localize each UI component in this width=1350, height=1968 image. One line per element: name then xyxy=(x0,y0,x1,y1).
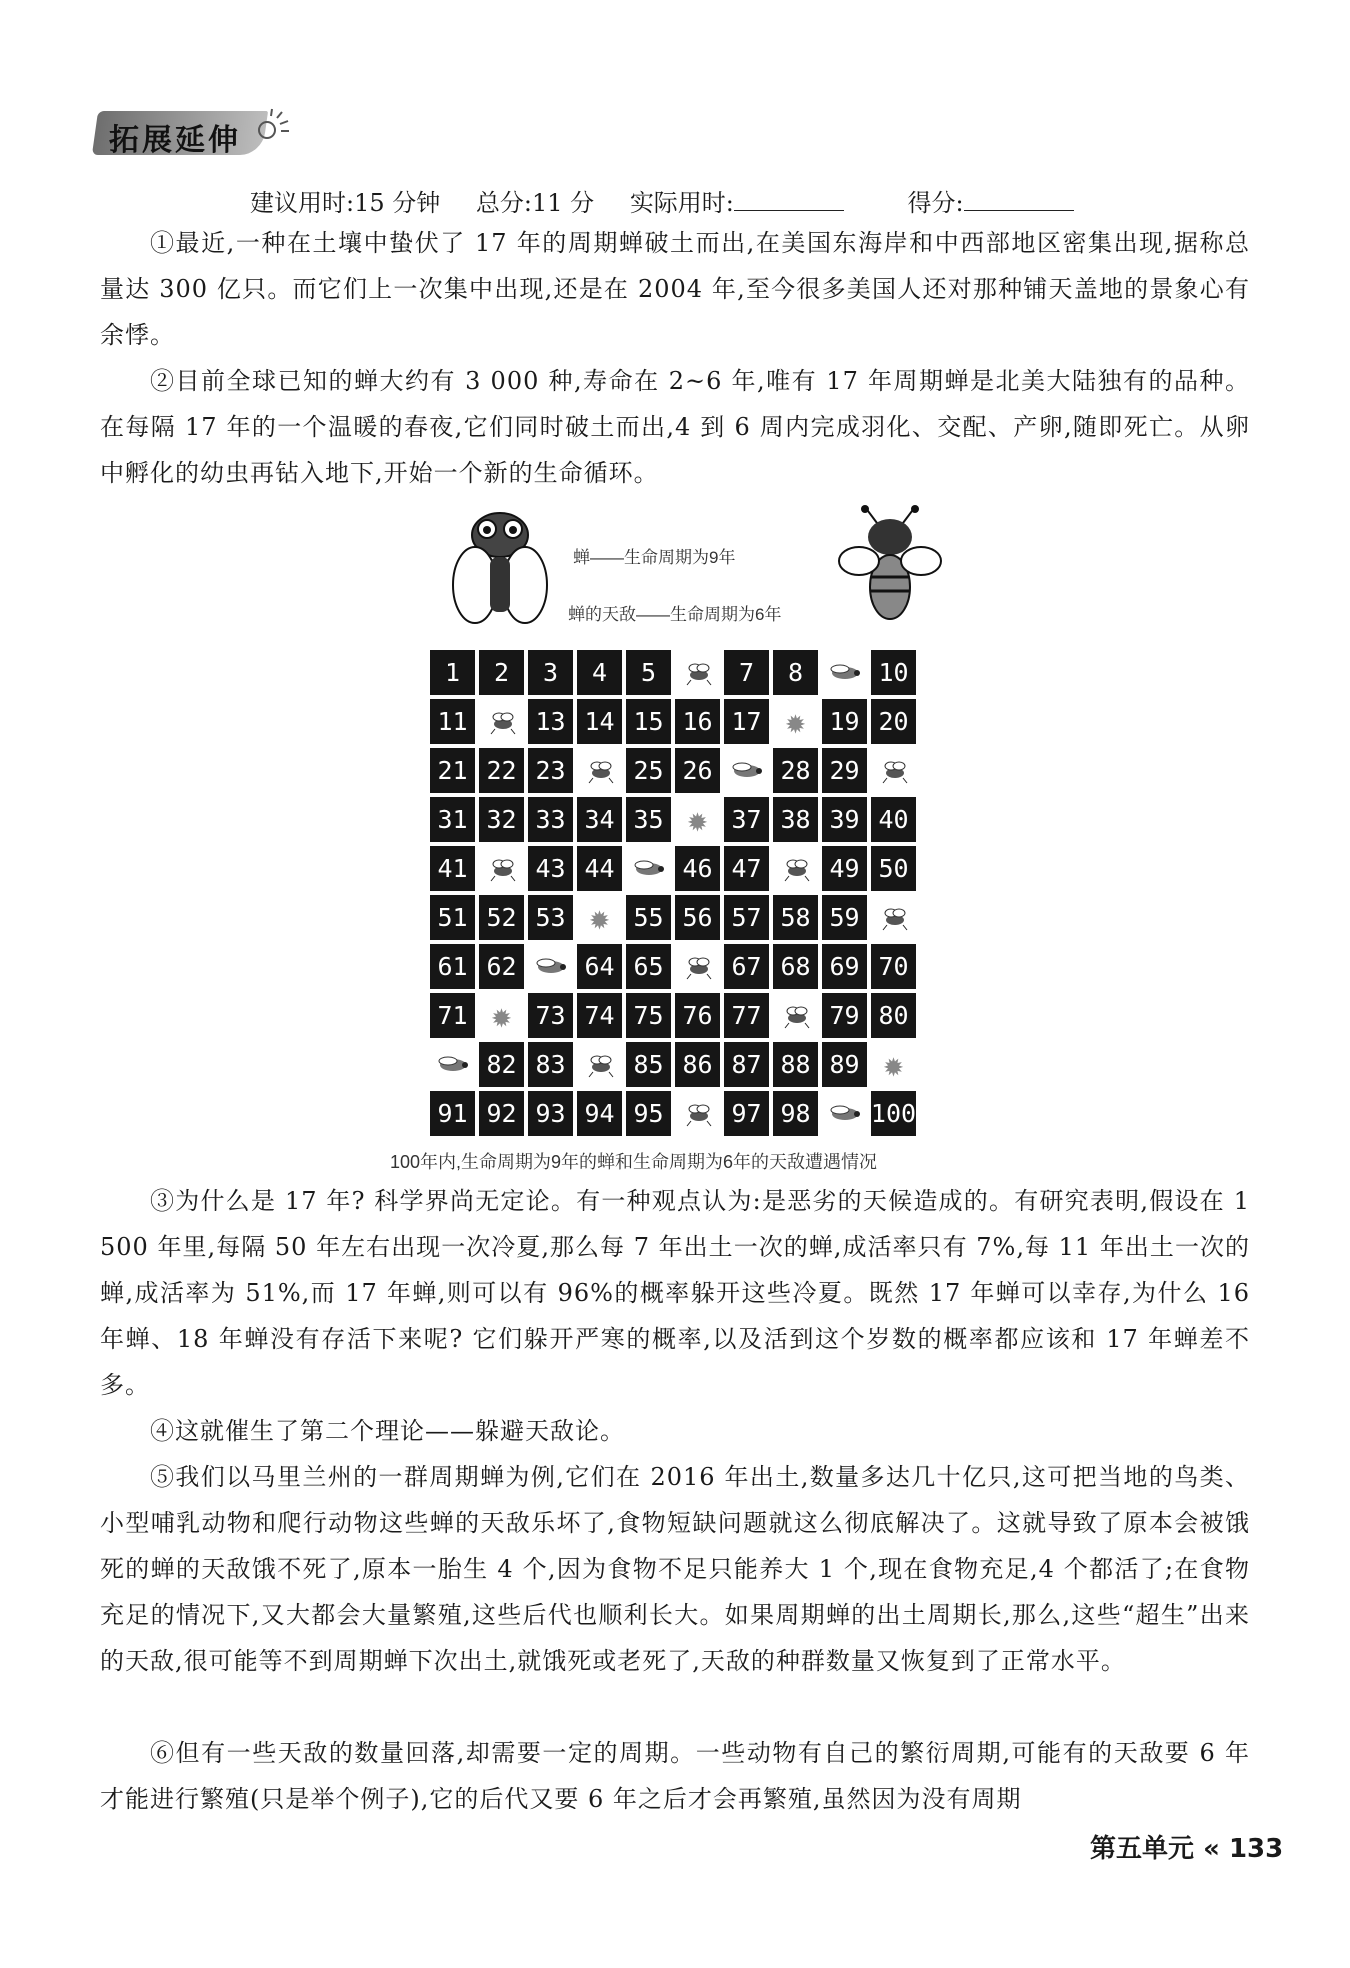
year-cell: 1 xyxy=(430,650,475,695)
cicada-label: 蝉——生命周期为9年 xyxy=(573,548,736,567)
year-cell: 71 xyxy=(430,993,475,1038)
enemy-illustration xyxy=(835,505,945,625)
year-cell: 39 xyxy=(822,797,867,842)
cicada-year-cell xyxy=(822,650,867,695)
cicada-icon xyxy=(632,858,666,880)
year-cell: 61 xyxy=(430,944,475,989)
year-cell: 13 xyxy=(528,699,573,744)
year-cell: 11 xyxy=(430,699,475,744)
year-cell: 51 xyxy=(430,895,475,940)
enemy-icon xyxy=(779,856,813,882)
year-cell: 5 xyxy=(626,650,671,695)
cicada-icon xyxy=(534,956,568,978)
year-cell: 32 xyxy=(479,797,524,842)
year-cell: 67 xyxy=(724,944,769,989)
year-cell: 37 xyxy=(724,797,769,842)
enemy-icon xyxy=(877,905,911,931)
cicada-icon xyxy=(828,662,862,684)
year-cell: 50 xyxy=(871,846,916,891)
encounter-year-cell xyxy=(577,895,622,940)
year-cell: 65 xyxy=(626,944,671,989)
year-cell: 55 xyxy=(626,895,671,940)
year-cell: 20 xyxy=(871,699,916,744)
enemy-year-cell xyxy=(871,748,916,793)
year-cell: 82 xyxy=(479,1042,524,1087)
year-cell: 26 xyxy=(675,748,720,793)
year-cell: 75 xyxy=(626,993,671,1038)
cicada-year-cell xyxy=(626,846,671,891)
burst-icon: ✹ xyxy=(883,1044,904,1085)
year-cell: 16 xyxy=(675,699,720,744)
paragraph-6: ⑥但有一些天敌的数量回落,却需要一定的周期。一些动物有自己的繁衍周期,可能有的天敌要 6 年才能进行繁殖(只是举个例子),它的后代又要 6 年之后才会再繁殖,虽然因为没有周期 xyxy=(100,1739,1250,1813)
section-title: 拓展延伸 xyxy=(109,123,241,158)
year-cell: 25 xyxy=(626,748,671,793)
enemy-year-cell xyxy=(773,846,818,891)
year-cell: 92 xyxy=(479,1091,524,1136)
enemy-icon xyxy=(485,856,519,882)
score-label: 得分: xyxy=(907,189,964,217)
cicada-year-cell xyxy=(822,1091,867,1136)
burst-icon: ✹ xyxy=(589,897,610,938)
sun-icon xyxy=(255,108,295,148)
enemy-icon xyxy=(681,954,715,980)
year-cell: 33 xyxy=(528,797,573,842)
year-cell: 34 xyxy=(577,797,622,842)
year-cell: 62 xyxy=(479,944,524,989)
year-cell: 79 xyxy=(822,993,867,1038)
encounter-year-cell xyxy=(675,797,720,842)
year-cell: 89 xyxy=(822,1042,867,1087)
total-score: 总分:11 分 xyxy=(475,189,595,217)
cicada-icon xyxy=(436,1054,470,1076)
year-cell: 76 xyxy=(675,993,720,1038)
encounter-year-cell xyxy=(871,1042,916,1087)
enemy-year-cell xyxy=(577,1042,622,1087)
year-cell: 49 xyxy=(822,846,867,891)
year-cell: 52 xyxy=(479,895,524,940)
year-cell: 77 xyxy=(724,993,769,1038)
figure-caption: 100年内,生命周期为9年的蝉和生命周期为6年的天敌遭遇情况 xyxy=(390,1152,878,1172)
paragraph-3: ③为什么是 17 年? 科学界尚无定论。有一种观点认为:是恶劣的天候造成的。有研究表明,假设在 1 500 年里,每隔 50 年左右出现一次冷夏,那么每 7 年出土一次的蝉,成活率只有 7%,每 11 年出土一次的蝉,成活率为 51%,而 17 年蝉,则可以有 96%的概率躲开这些冷夏。既然 17 年蝉可以幸存,为什么 16 年蝉、18 年蝉没有存活下来呢? 它们躲开严寒的概率,以及活到这个岁数的概率都应该和 17 年蝉差不多。 xyxy=(100,1187,1250,1399)
year-cell: 21 xyxy=(430,748,475,793)
encounter-year-cell xyxy=(773,699,818,744)
year-cell: 56 xyxy=(675,895,720,940)
year-cell: 46 xyxy=(675,846,720,891)
enemy-icon xyxy=(877,758,911,784)
year-cell: 29 xyxy=(822,748,867,793)
year-cell: 31 xyxy=(430,797,475,842)
enemy-year-cell xyxy=(675,944,720,989)
year-cell: 95 xyxy=(626,1091,671,1136)
cicada-year-cell xyxy=(430,1042,475,1087)
year-cell: 64 xyxy=(577,944,622,989)
year-cell: 70 xyxy=(871,944,916,989)
year-cell: 2 xyxy=(479,650,524,695)
section-banner xyxy=(95,107,280,159)
enemy-label: 蝉的天敌——生命周期为6年 xyxy=(568,605,782,624)
year-cell: 7 xyxy=(724,650,769,695)
year-cell: 80 xyxy=(871,993,916,1038)
year-cell: 40 xyxy=(871,797,916,842)
year-cell: 83 xyxy=(528,1042,573,1087)
enemy-year-cell xyxy=(479,699,524,744)
year-cell: 23 xyxy=(528,748,573,793)
year-cell: 59 xyxy=(822,895,867,940)
exercise-meta xyxy=(250,183,1130,218)
year-cell: 100 xyxy=(871,1091,916,1136)
paragraph-4: ④这就催生了第二个理论——躲避天敌论。 xyxy=(150,1417,625,1445)
year-cell: 73 xyxy=(528,993,573,1038)
paragraph-1: ①最近,一种在土壤中蛰伏了 17 年的周期蝉破土而出,在美国东海岸和中西部地区密集出现,据称总量达 300 亿只。而它们上一次集中出现,还是在 2004 年,至今很多美国人还对那种铺天盖地的景象心有余悸。 xyxy=(100,229,1250,349)
year-cell: 3 xyxy=(528,650,573,695)
enemy-icon xyxy=(681,660,715,686)
year-cell: 98 xyxy=(773,1091,818,1136)
suggested-time: 建议用时:15 分钟 xyxy=(250,189,441,217)
year-cell: 88 xyxy=(773,1042,818,1087)
year-cell: 57 xyxy=(724,895,769,940)
year-cell: 44 xyxy=(577,846,622,891)
year-cell: 28 xyxy=(773,748,818,793)
enemy-icon xyxy=(485,709,519,735)
cicada-illustration xyxy=(445,505,555,625)
enemy-year-cell xyxy=(773,993,818,1038)
year-cell: 47 xyxy=(724,846,769,891)
enemy-year-cell xyxy=(479,846,524,891)
cicada-year-cell xyxy=(528,944,573,989)
actual-time-blank xyxy=(734,188,844,211)
enemy-year-cell xyxy=(871,895,916,940)
year-cell: 68 xyxy=(773,944,818,989)
year-cell: 14 xyxy=(577,699,622,744)
year-cell: 86 xyxy=(675,1042,720,1087)
cicada-year-cell xyxy=(724,748,769,793)
year-cell: 85 xyxy=(626,1042,671,1087)
paragraph-2: ②目前全球已知的蝉大约有 3 000 种,寿命在 2~6 年,唯有 17 年周期蝉是北美大陆独有的品种。在每隔 17 年的一个温暖的春夜,它们同时破土而出,4 到 6 周内完成羽化、交配、产卵,随即死亡。从卵中孵化的幼虫再钻入地下,开始一个新的生命循环。 xyxy=(100,367,1250,487)
cycle-grid xyxy=(428,648,918,1138)
actual-time-field xyxy=(630,189,872,217)
enemy-icon xyxy=(779,1003,813,1029)
score-blank xyxy=(964,188,1074,211)
page-footer xyxy=(1090,1828,1283,1865)
year-cell: 15 xyxy=(626,699,671,744)
year-cell: 97 xyxy=(724,1091,769,1136)
year-cell: 74 xyxy=(577,993,622,1038)
chevron-left-icon: « xyxy=(1203,1834,1220,1864)
enemy-year-cell xyxy=(675,650,720,695)
year-cell: 93 xyxy=(528,1091,573,1136)
enemy-year-cell xyxy=(577,748,622,793)
year-cell: 91 xyxy=(430,1091,475,1136)
enemy-icon xyxy=(681,1101,715,1127)
unit-label: 第五单元 xyxy=(1090,1834,1195,1864)
year-cell: 94 xyxy=(577,1091,622,1136)
year-cell: 38 xyxy=(773,797,818,842)
year-cell: 4 xyxy=(577,650,622,695)
burst-icon: ✹ xyxy=(785,701,806,742)
year-cell: 19 xyxy=(822,699,867,744)
enemy-icon xyxy=(583,1052,617,1078)
enemy-year-cell xyxy=(675,1091,720,1136)
burst-icon: ✹ xyxy=(687,799,708,840)
year-cell: 53 xyxy=(528,895,573,940)
burst-icon: ✹ xyxy=(491,995,512,1036)
year-cell: 22 xyxy=(479,748,524,793)
year-cell: 8 xyxy=(773,650,818,695)
year-cell: 17 xyxy=(724,699,769,744)
year-cell: 58 xyxy=(773,895,818,940)
cicada-icon xyxy=(730,760,764,782)
year-cell: 41 xyxy=(430,846,475,891)
paragraph-5: ⑤我们以马里兰州的一群周期蝉为例,它们在 2016 年出土,数量多达几十亿只,这可把当地的鸟类、小型哺乳动物和爬行动物这些蝉的天敌乐坏了,食物短缺问题就这么彻底解决了。这就导致了原本会被饿死的蝉的天敌饿不死了,原本一胎生 4 个,因为食物不足只能养大 1 个,现在食物充足,4 个都活了;在食物充足的情况下,又大都会大量繁殖,这些后代也顺利长大。如果周期蝉的出土周期长,那么,这些“超生”出来的天敌,很可能等不到周期蝉下次出土,就饿死或老死了,天敌的种群数量又恢复到了正常水平。 xyxy=(100,1463,1250,1675)
year-cell: 87 xyxy=(724,1042,769,1087)
year-cell: 69 xyxy=(822,944,867,989)
cicada-icon xyxy=(828,1103,862,1125)
enemy-icon xyxy=(583,758,617,784)
year-cell: 10 xyxy=(871,650,916,695)
encounter-year-cell xyxy=(479,993,524,1038)
year-cell: 43 xyxy=(528,846,573,891)
score-field xyxy=(908,189,1102,217)
actual-time-label: 实际用时: xyxy=(629,189,734,217)
year-cell: 35 xyxy=(626,797,671,842)
page-number: 133 xyxy=(1228,1834,1284,1864)
